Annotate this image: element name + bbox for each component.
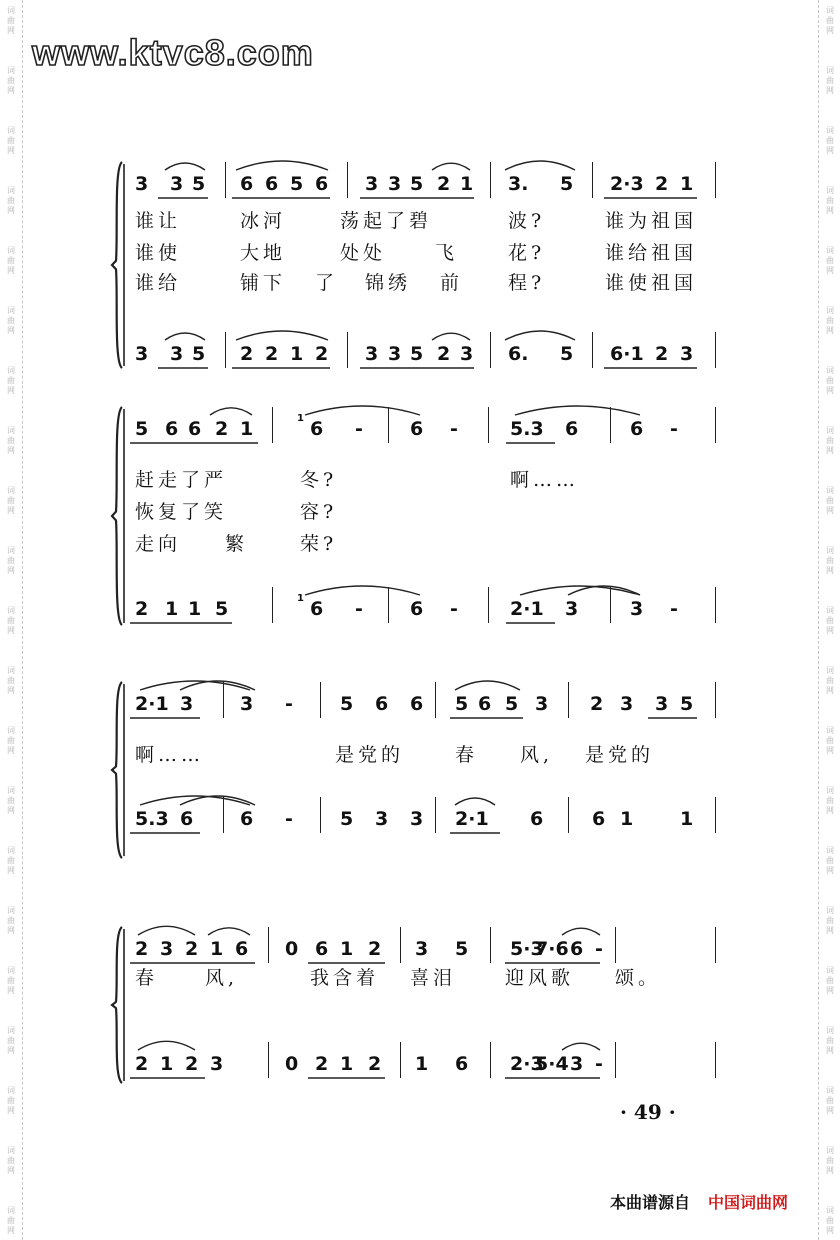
slur: [236, 161, 328, 170]
lyric-word: 恢复了笑: [135, 501, 228, 523]
lyric-word: 了: [315, 272, 339, 294]
margin-site-mark: 词曲网: [826, 1026, 834, 1055]
jianpu-note: 1: [160, 1053, 174, 1075]
margin-site-mark: 词曲网: [7, 786, 15, 815]
jianpu-note: 5: [135, 418, 149, 440]
jianpu-note: 3: [135, 173, 149, 195]
jianpu-note: -: [355, 598, 363, 620]
lyric-word: 风,: [205, 967, 239, 989]
lyric-word: 冬?: [300, 469, 338, 491]
margin-site-mark: 词曲网: [7, 726, 15, 755]
lyric-word: 谁给祖国: [605, 242, 698, 264]
lyric-word: 飞: [435, 242, 459, 264]
jianpu-note: 2: [655, 173, 669, 195]
slur: [432, 163, 470, 170]
margin-site-mark: 词曲网: [826, 1206, 834, 1235]
jianpu-note: 3: [365, 343, 379, 365]
jianpu-note: 1: [620, 808, 634, 830]
margin-site-mark: 词曲网: [826, 186, 834, 215]
jianpu-note: 5·3: [510, 938, 544, 960]
margin-site-mark: 词曲网: [826, 66, 834, 95]
jianpu-note: 3: [680, 343, 694, 365]
score-system-1: [0, 160, 840, 380]
slur: [208, 928, 250, 935]
jianpu-note: 5: [560, 343, 574, 365]
jianpu-note: 1: [460, 173, 474, 195]
margin-site-mark: 词曲网: [826, 1146, 834, 1175]
page-number: · 49 ·: [620, 1100, 676, 1124]
jianpu-note: 3: [388, 173, 402, 195]
jianpu-note: 3: [375, 808, 389, 830]
slur: [138, 1041, 195, 1050]
lyric-word: 波?: [508, 210, 546, 232]
margin-site-mark: 词曲网: [826, 606, 834, 635]
jianpu-note: 6: [410, 598, 424, 620]
margin-site-mark: 词曲网: [826, 786, 834, 815]
jianpu-note: 2: [368, 1053, 382, 1075]
lyric-word: 容?: [300, 501, 338, 523]
jianpu-note: 1: [165, 598, 179, 620]
grace-note: 1: [297, 413, 304, 424]
jianpu-note: 6: [478, 693, 492, 715]
margin-site-mark: 词曲网: [7, 606, 15, 635]
margin-site-mark: 词曲网: [826, 846, 834, 875]
slur: [505, 161, 575, 170]
lyric-word: 繁: [225, 533, 249, 555]
margin-site-mark: 词曲网: [826, 726, 834, 755]
margin-site-mark: 词曲网: [7, 1206, 15, 1235]
jianpu-note: 2: [437, 343, 451, 365]
lyric-word: 冰河: [240, 210, 287, 232]
jianpu-note: 6: [310, 598, 324, 620]
jianpu-note: 0: [285, 938, 299, 960]
jianpu-note: 3: [410, 808, 424, 830]
margin-site-mark: 词曲网: [826, 366, 834, 395]
jianpu-note: 1: [210, 938, 224, 960]
jianpu-note: 7·6: [535, 938, 569, 960]
margin-site-mark: 词曲网: [7, 906, 15, 935]
jianpu-note: 6: [315, 938, 329, 960]
score-system-2: [0, 405, 840, 637]
jianpu-note: 3: [570, 1053, 584, 1075]
margin-site-mark: 词曲网: [826, 1086, 834, 1115]
margin-site-mark: 词曲网: [7, 666, 15, 695]
jianpu-note: 3: [655, 693, 669, 715]
lyric-word: 谁给: [135, 272, 182, 294]
jianpu-note: 2·1: [510, 598, 544, 620]
jianpu-note: 6: [265, 173, 279, 195]
jianpu-note: 3: [630, 598, 644, 620]
jianpu-note: 2: [215, 418, 229, 440]
lyric-word: 谁为祖国: [605, 210, 698, 232]
slur: [562, 1043, 600, 1050]
jianpu-note: 5: [680, 693, 694, 715]
jianpu-note: 6: [188, 418, 202, 440]
jianpu-note: 1: [340, 1053, 354, 1075]
lyric-word: 迎风歌: [505, 967, 575, 989]
jianpu-note: 3: [135, 343, 149, 365]
slur: [165, 163, 205, 170]
jianpu-note: 5: [455, 693, 469, 715]
jianpu-note: 6: [410, 693, 424, 715]
lyric-word: 喜泪: [410, 967, 457, 989]
margin-site-mark: 词曲网: [826, 966, 834, 995]
jianpu-note: 6: [410, 418, 424, 440]
jianpu-note: 1: [290, 343, 304, 365]
lyric-word: 荡起了碧: [340, 210, 433, 232]
lyric-word: 是党的: [585, 744, 655, 766]
lyric-word: 啊……: [510, 469, 580, 491]
jianpu-note: 3: [170, 173, 184, 195]
jianpu-note: 2: [265, 343, 279, 365]
jianpu-note: -: [450, 598, 458, 620]
margin-site-mark: 词曲网: [826, 6, 834, 35]
score-system-4: [0, 925, 840, 1095]
lyric-word: 锦绣: [365, 272, 412, 294]
jianpu-note: 5: [192, 173, 206, 195]
score-system-3: [0, 680, 840, 870]
jianpu-note: 0: [285, 1053, 299, 1075]
jianpu-note: 3: [160, 938, 174, 960]
jianpu-note: -: [670, 418, 678, 440]
jianpu-note: 1: [188, 598, 202, 620]
jianpu-note: 6.: [508, 343, 529, 365]
jianpu-note: 5: [410, 173, 424, 195]
jianpu-note: 5: [192, 343, 206, 365]
margin-site-mark: 词曲网: [7, 1026, 15, 1055]
margin-site-mark: 词曲网: [7, 66, 15, 95]
margin-site-mark: 词曲网: [826, 126, 834, 155]
slur: [305, 406, 420, 415]
jianpu-note: 2·3: [610, 173, 644, 195]
slur: [138, 926, 195, 935]
lyric-word: 程?: [508, 272, 546, 294]
jianpu-note: 1: [680, 173, 694, 195]
jianpu-note: 5: [410, 343, 424, 365]
jianpu-note: -: [595, 1053, 603, 1075]
lyric-word: 春: [135, 967, 159, 989]
jianpu-note: 5: [560, 173, 574, 195]
jianpu-note: 5.3: [510, 418, 544, 440]
jianpu-note: 2·3: [510, 1053, 544, 1075]
jianpu-note: -: [285, 693, 293, 715]
jianpu-note: 3: [535, 693, 549, 715]
jianpu-note: 3: [170, 343, 184, 365]
slur: [455, 681, 520, 690]
jianpu-note: 2: [655, 343, 669, 365]
margin-site-mark: 词曲网: [826, 426, 834, 455]
lyric-word: 前: [440, 272, 464, 294]
margin-site-mark: 词曲网: [7, 486, 15, 515]
grace-note: 1: [297, 593, 304, 604]
jianpu-note: 5: [340, 808, 354, 830]
margin-site-mark: 词曲网: [7, 306, 15, 335]
beam-lines: [0, 405, 840, 627]
jianpu-note: 1: [415, 1053, 429, 1075]
beam-lines: [0, 160, 840, 370]
margin-site-mark: 词曲网: [7, 546, 15, 575]
lyric-word: 颂。: [615, 967, 662, 989]
lyric-word: 处处: [340, 242, 387, 264]
margin-site-mark: 词曲网: [7, 6, 15, 35]
slur: [210, 408, 252, 415]
lyric-word: 春: [455, 744, 479, 766]
margin-site-mark: 词曲网: [826, 666, 834, 695]
jianpu-note: 1: [680, 808, 694, 830]
jianpu-note: 6: [565, 418, 579, 440]
jianpu-note: 6: [375, 693, 389, 715]
lyric-word: 大地: [240, 242, 287, 264]
lyric-word: 赶走了严: [135, 469, 228, 491]
lyric-word: 花?: [508, 242, 546, 264]
lyric-word: 谁让: [135, 210, 182, 232]
beam-lines: [0, 925, 840, 1085]
jianpu-note: 3: [388, 343, 402, 365]
jianpu-note: -: [355, 418, 363, 440]
margin-site-mark: 词曲网: [7, 846, 15, 875]
margin-site-mark: 词曲网: [7, 426, 15, 455]
source-credit: [610, 1190, 788, 1213]
margin-site-mark: 词曲网: [7, 186, 15, 215]
margin-site-mark: 词曲网: [826, 546, 834, 575]
jianpu-note: 2: [135, 1053, 149, 1075]
lyric-word: 风,: [520, 744, 554, 766]
slur: [562, 928, 600, 935]
jianpu-note: 3: [240, 693, 254, 715]
jianpu-note: 2: [240, 343, 254, 365]
margin-site-mark: 词曲网: [826, 306, 834, 335]
jianpu-note: 6: [630, 418, 644, 440]
margin-site-mark: 词曲网: [7, 966, 15, 995]
jianpu-note: 6: [235, 938, 249, 960]
jianpu-note: 5: [455, 938, 469, 960]
jianpu-note: 3: [180, 693, 194, 715]
lyric-word: 铺下: [240, 272, 287, 294]
lyric-word: 啊……: [135, 744, 205, 766]
jianpu-note: 2: [185, 938, 199, 960]
jianpu-note: 6: [530, 808, 544, 830]
lyric-word: 谁使祖国: [605, 272, 698, 294]
jianpu-note: 2·1: [135, 693, 169, 715]
source-label: 本曲谱源自: [610, 1193, 691, 1212]
jianpu-note: 6: [240, 173, 254, 195]
jianpu-note: 5: [340, 693, 354, 715]
jianpu-note: 5.3: [135, 808, 169, 830]
jianpu-note: 5·4: [535, 1053, 569, 1075]
jianpu-note: -: [450, 418, 458, 440]
jianpu-note: 2: [315, 343, 329, 365]
jianpu-note: 2: [368, 938, 382, 960]
jianpu-note: 2·1: [455, 808, 489, 830]
margin-site-mark: 词曲网: [826, 486, 834, 515]
jianpu-note: 6: [310, 418, 324, 440]
jianpu-note: -: [285, 808, 293, 830]
margin-site-mark: 词曲网: [7, 1146, 15, 1175]
jianpu-note: 6: [165, 418, 179, 440]
margin-site-mark: 词曲网: [826, 246, 834, 275]
jianpu-note: -: [670, 598, 678, 620]
jianpu-note: 1: [340, 938, 354, 960]
jianpu-note: 6: [592, 808, 606, 830]
lyric-word: 是党的: [335, 744, 405, 766]
margin-site-mark: 词曲网: [7, 126, 15, 155]
slur: [305, 586, 420, 595]
lyric-word: 走向: [135, 533, 182, 555]
slur: [165, 333, 205, 340]
slur: [505, 331, 575, 340]
jianpu-note: 3: [565, 598, 579, 620]
slur: [455, 798, 495, 805]
jianpu-note: 2: [135, 598, 149, 620]
jianpu-note: 2: [437, 173, 451, 195]
jianpu-note: 5: [505, 693, 519, 715]
margin-site-mark: 词曲网: [7, 366, 15, 395]
slur: [515, 406, 640, 415]
jianpu-note: 5: [290, 173, 304, 195]
jianpu-note: 6·1: [610, 343, 644, 365]
jianpu-note: 3: [415, 938, 429, 960]
jianpu-note: 3: [460, 343, 474, 365]
jianpu-note: 1: [240, 418, 254, 440]
site-watermark: www.ktvc8.com: [32, 32, 314, 73]
source-brand: 中国词曲网: [708, 1193, 789, 1212]
jianpu-note: 6: [240, 808, 254, 830]
jianpu-note: 2: [135, 938, 149, 960]
margin-site-mark: 词曲网: [7, 246, 15, 275]
jianpu-note: 6: [455, 1053, 469, 1075]
jianpu-note: 3: [620, 693, 634, 715]
margin-site-mark: 词曲网: [826, 906, 834, 935]
slur: [236, 331, 328, 340]
lyric-word: 谁使: [135, 242, 182, 264]
jianpu-note: 6: [570, 938, 584, 960]
jianpu-note: 3.: [508, 173, 529, 195]
jianpu-note: 6: [180, 808, 194, 830]
jianpu-note: -: [595, 938, 603, 960]
margin-site-mark: 词曲网: [7, 1086, 15, 1115]
jianpu-note: 5: [215, 598, 229, 620]
jianpu-note: 6: [315, 173, 329, 195]
jianpu-note: 2: [315, 1053, 329, 1075]
jianpu-note: 3: [210, 1053, 224, 1075]
jianpu-note: 2: [185, 1053, 199, 1075]
slur: [432, 333, 470, 340]
lyric-word: 荣?: [300, 533, 338, 555]
jianpu-note: 2: [590, 693, 604, 715]
jianpu-note: 3: [365, 173, 379, 195]
lyric-word: 我含着: [310, 967, 380, 989]
beam-lines: [0, 680, 840, 860]
